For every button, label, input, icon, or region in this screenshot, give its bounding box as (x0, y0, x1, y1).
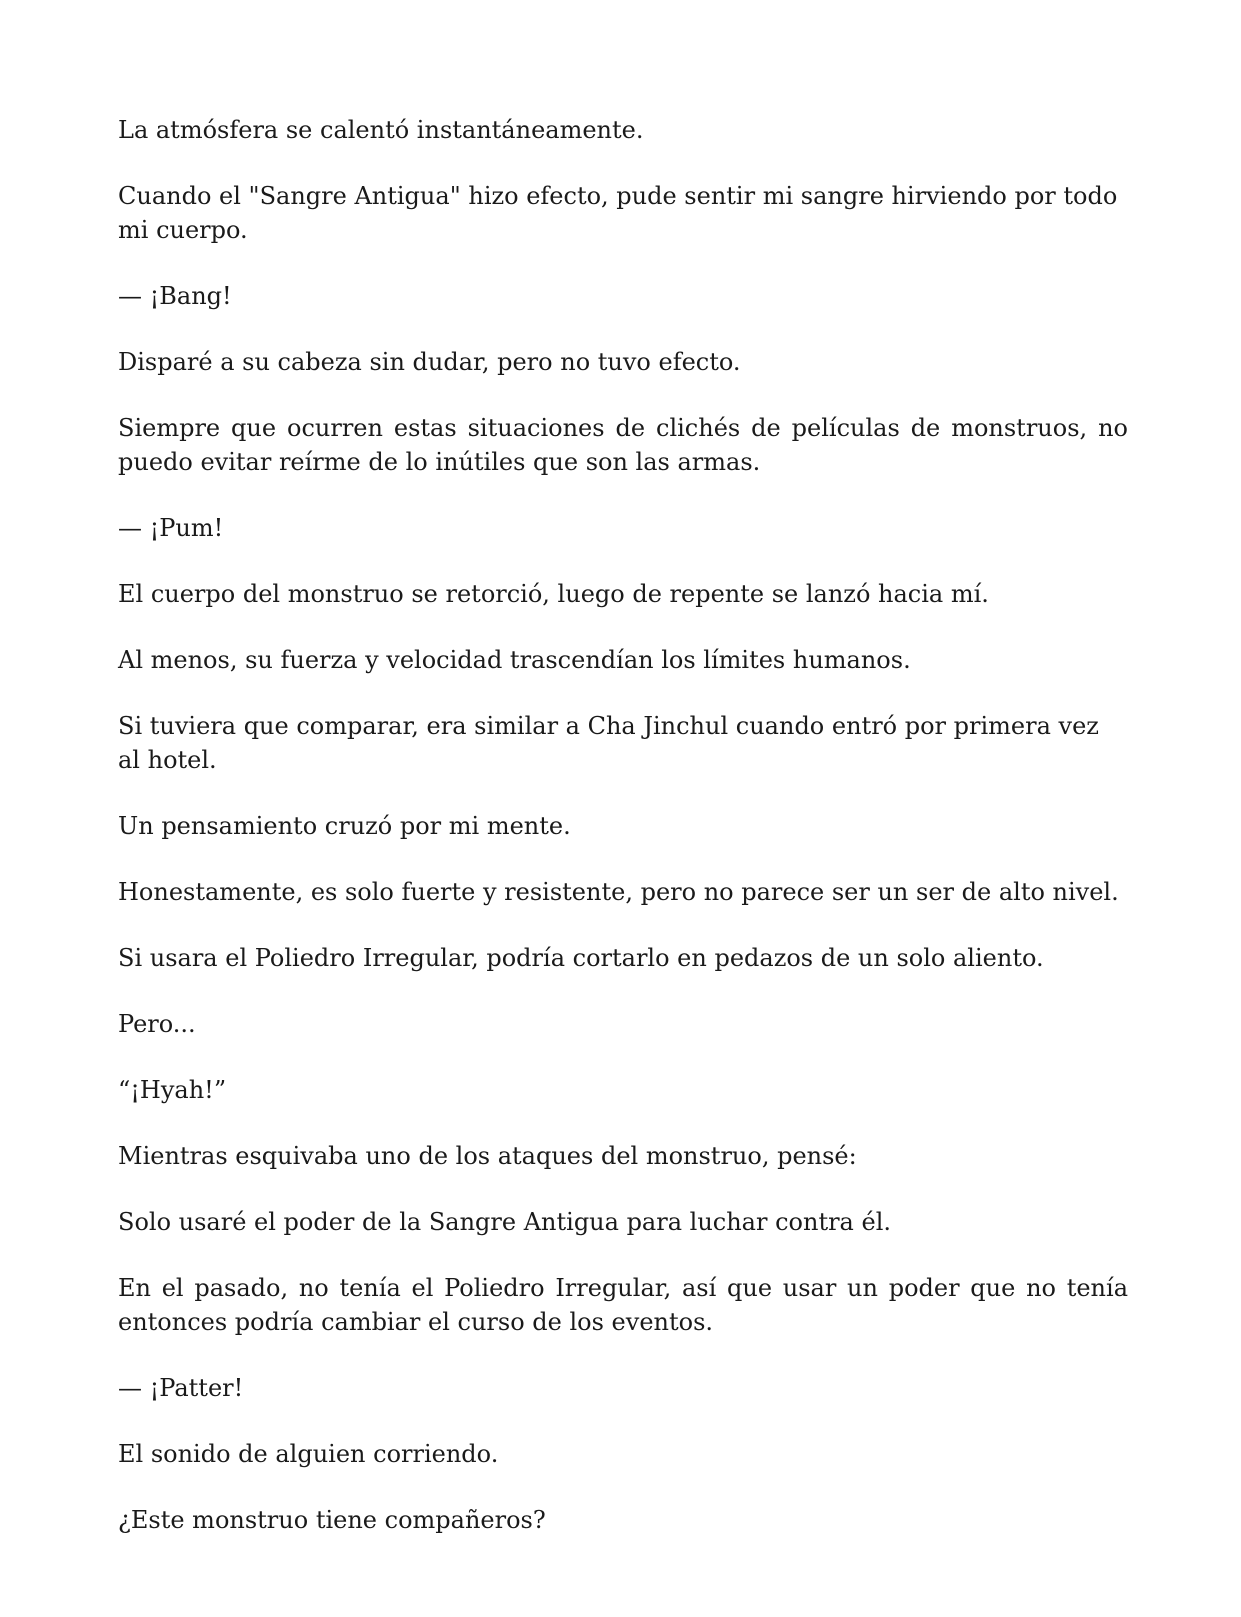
paragraph-19: El sonido de alguien corriendo. (118, 1440, 499, 1468)
paragraph-20: ¿Este monstruo tiene compañeros? (118, 1506, 546, 1534)
document-body (118, 113, 1128, 1569)
paragraph-10: Un pensamiento cruzó por mi mente. (118, 812, 571, 840)
paragraph-18: — ¡Patter! (118, 1374, 244, 1402)
paragraph-14: “¡Hyah!” (118, 1076, 227, 1104)
paragraph-4: Disparé a su cabeza sin dudar, pero no tuvo efecto. (118, 348, 741, 376)
paragraph-16: Solo usaré el poder de la Sangre Antigua para luchar contra él. (118, 1208, 892, 1236)
paragraph-3: — ¡Bang! (118, 282, 232, 310)
paragraph-12: Si usara el Poliedro Irregular, podría cortarlo en pedazos de un solo aliento. (118, 944, 1044, 972)
paragraph-11: Honestamente, es solo fuerte y resistente, pero no parece ser un ser de alto nivel. (118, 878, 1119, 906)
paragraph-13: Pero... (118, 1010, 196, 1038)
paragraph-2: Cuando el "Sangre Antigua" hizo efecto, pude sentir mi sangre hirviendo por todo mi cuerpo. (118, 182, 1118, 244)
paragraph-1: La atmósfera se calentó instantáneamente. (118, 116, 644, 144)
paragraph-9: Si tuviera que comparar, era similar a Cha Jinchul cuando entró por primera vez al hotel. (118, 712, 1099, 774)
paragraph-15: Mientras esquivaba uno de los ataques del monstruo, pensé: (118, 1142, 857, 1170)
paragraph-7: El cuerpo del monstruo se retorció, luego de repente se lanzó hacia mí. (118, 580, 989, 608)
paragraph-5: Siempre que ocurren estas situaciones de clichés de películas de monstruos, no puedo evitar reírme de lo inútiles que son las armas. (118, 414, 1128, 476)
paragraph-17: En el pasado, no tenía el Poliedro Irregular, así que usar un poder que no tenía entonces podría cambiar el curso de los eventos. (118, 1274, 1128, 1336)
paragraph-8: Al menos, su fuerza y velocidad trascendían los límites humanos. (118, 646, 911, 674)
paragraph-6: — ¡Pum! (118, 514, 224, 542)
